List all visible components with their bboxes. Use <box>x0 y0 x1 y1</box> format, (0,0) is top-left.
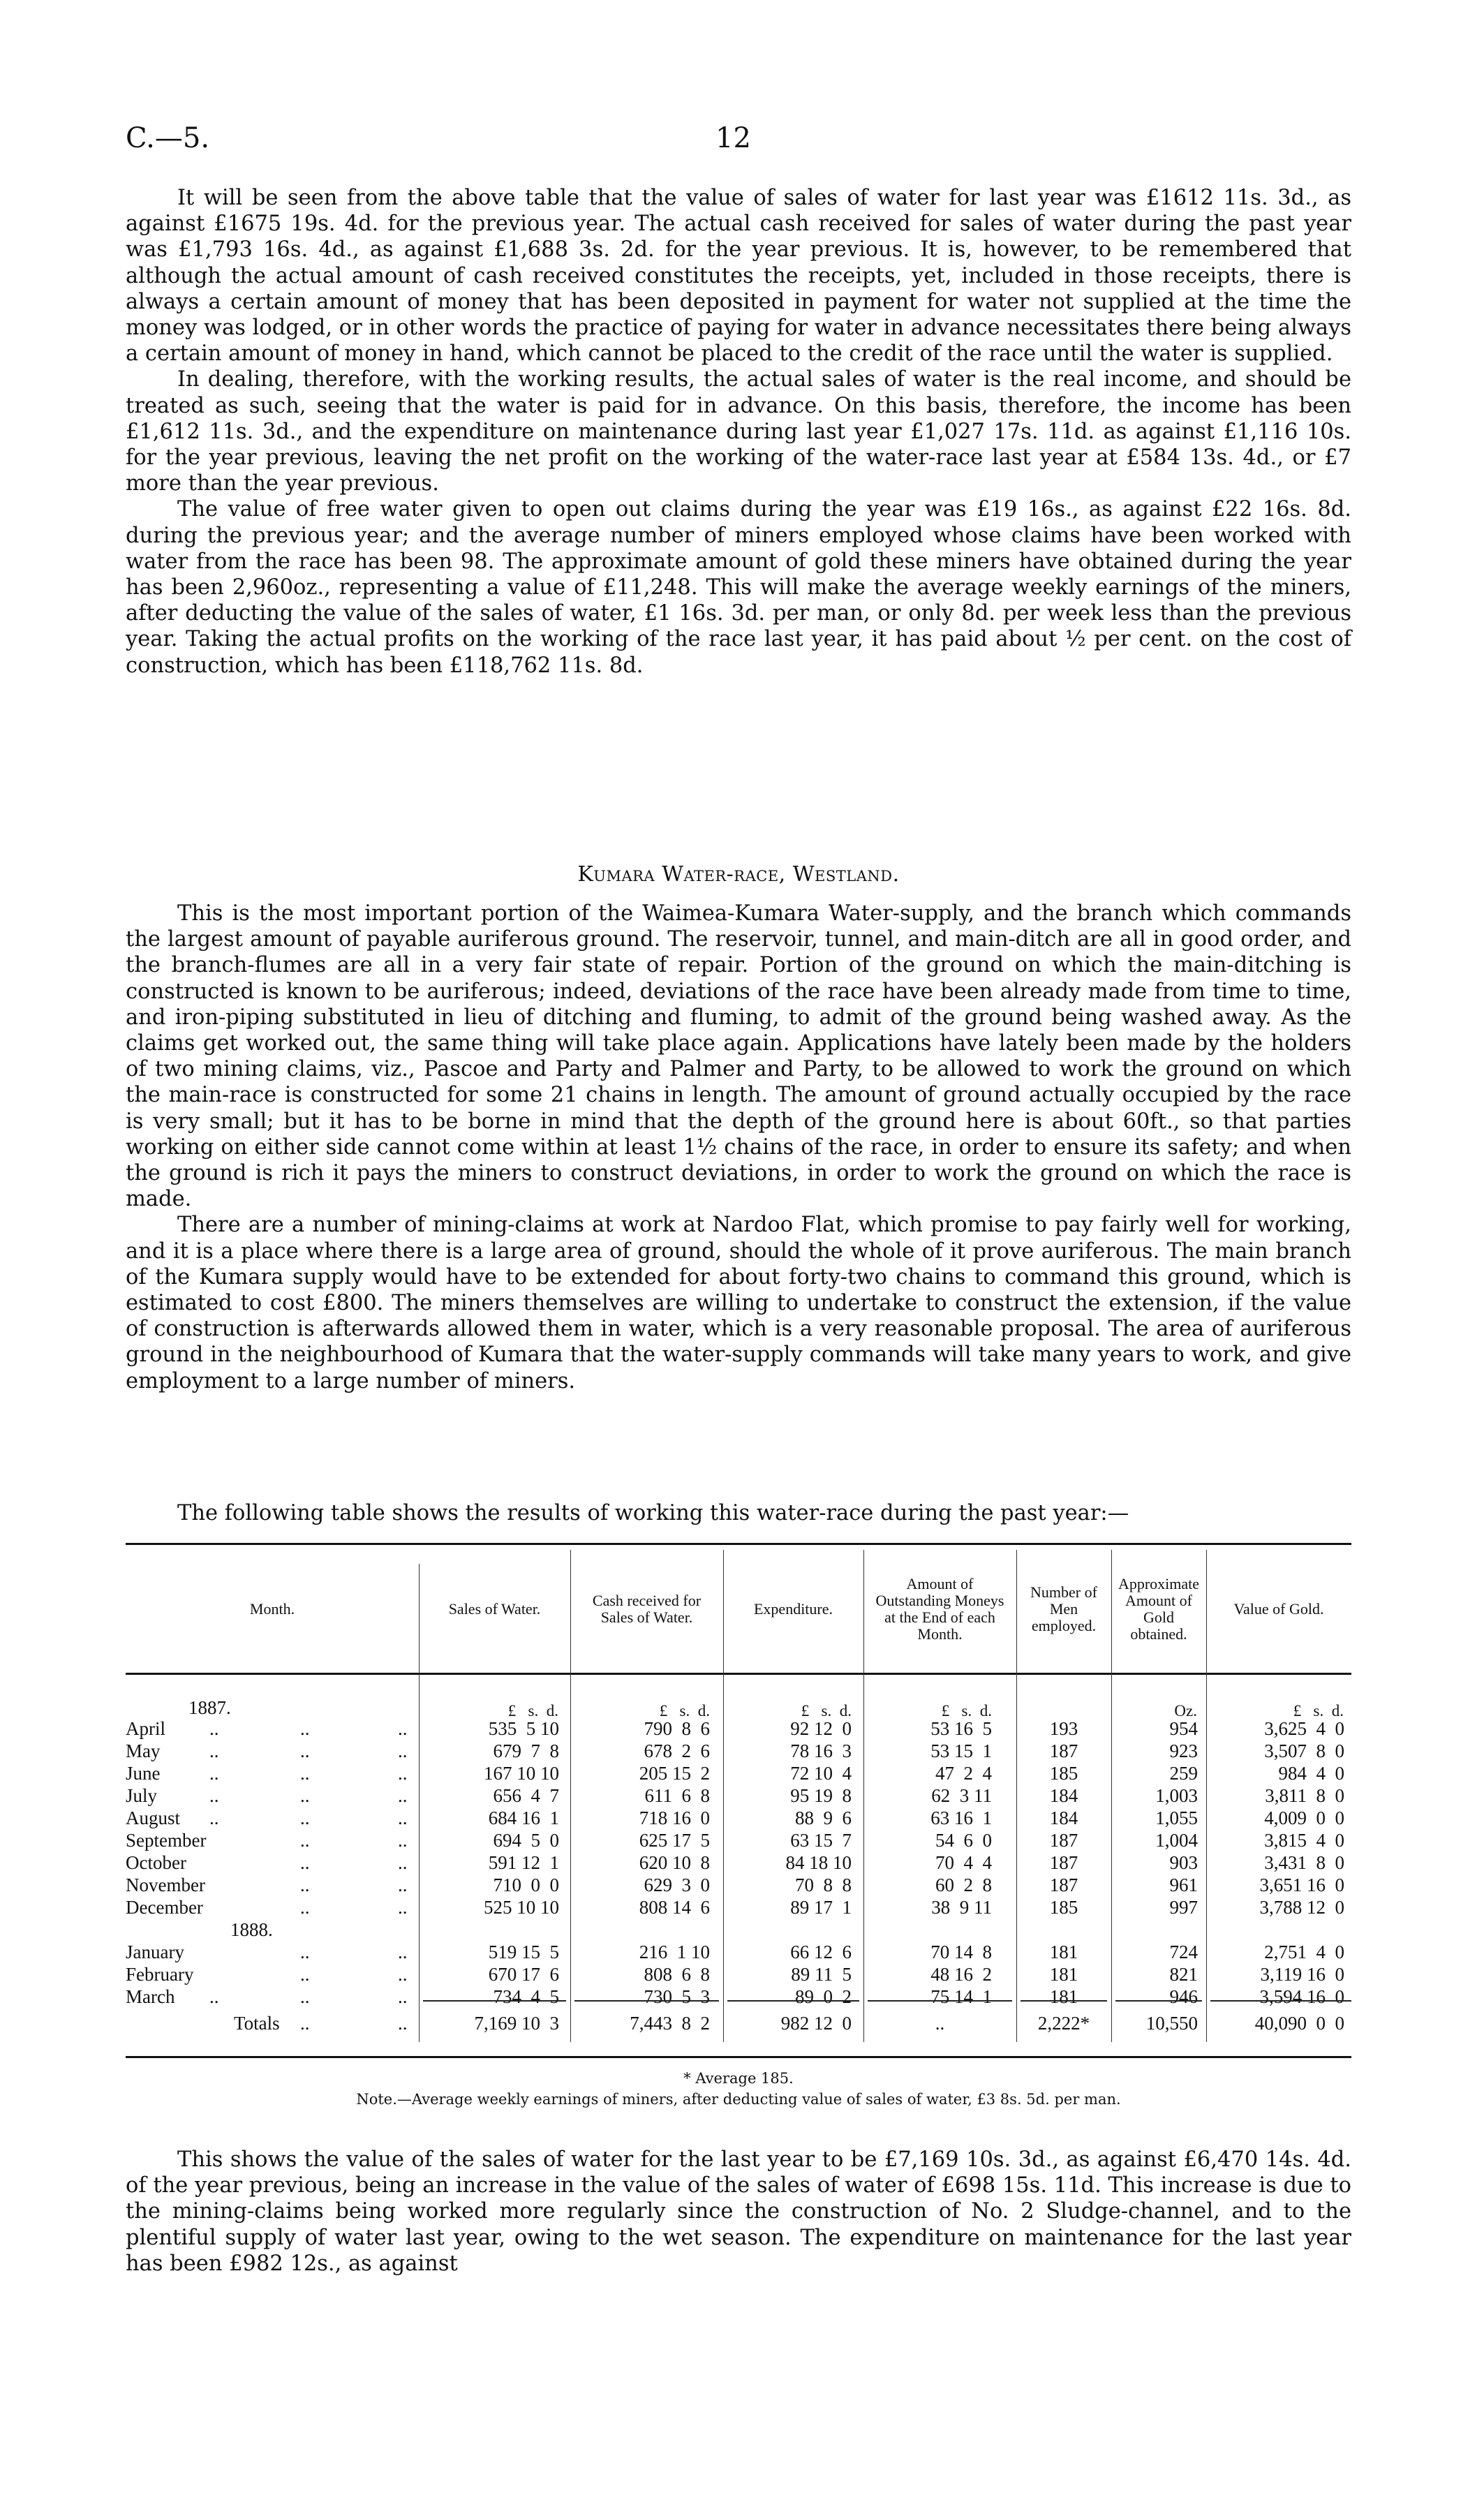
page-number: 12 <box>715 122 751 154</box>
table-row-month: March <box>126 1986 175 2007</box>
table-cell-men: 181 <box>1049 1964 1078 1985</box>
table-cell-out: 38 9 11 <box>931 1897 992 1918</box>
unit-oz: Oz. <box>1174 1702 1197 1720</box>
leader-dots: .. <box>300 1718 310 1739</box>
total-gold-oz: 10,550 <box>1145 2013 1198 2034</box>
table-cell-exp: 89 17 1 <box>790 1897 852 1918</box>
table-cell-sales: 535 5 10 <box>488 1718 559 1739</box>
unit-lsd: £ s. d. <box>801 1702 852 1720</box>
table-row-month: August <box>126 1807 181 1828</box>
leader-dots: .. <box>300 2013 310 2034</box>
table-cell-oz: 1,055 <box>1155 1807 1198 1828</box>
table-cell-exp: 72 10 4 <box>790 1763 852 1784</box>
table-cell-cash: 611 6 8 <box>644 1785 710 1806</box>
table-cell-oz: 997 <box>1169 1897 1198 1918</box>
column-divider <box>1111 1550 1112 2042</box>
total-sales: 7,169 10 3 <box>474 2013 559 2034</box>
subtotal-rule <box>423 2000 566 2002</box>
table-cell-cash: 808 6 8 <box>644 1964 710 1985</box>
leader-dots: .. <box>209 1740 219 1761</box>
leader-dots: .. <box>398 1740 408 1761</box>
table-cell-out: 53 15 1 <box>930 1740 992 1761</box>
table-row-month: January <box>126 1942 184 1962</box>
table-cell-out: 63 16 1 <box>930 1807 992 1828</box>
table-cell-out: 54 6 0 <box>935 1830 992 1851</box>
document-code: C.—5. <box>126 122 210 154</box>
total-men: 2,222* <box>1037 2013 1090 2034</box>
table-cell-val: 3,815 4 0 <box>1264 1830 1344 1851</box>
leader-dots: .. <box>300 1830 310 1851</box>
table-cell-cash: 718 16 0 <box>639 1807 710 1828</box>
table-cell-men: 187 <box>1049 1874 1078 1895</box>
table-cell-men: 181 <box>1049 1942 1078 1962</box>
leader-dots: .. <box>398 1897 408 1918</box>
leader-dots: .. <box>300 1852 310 1873</box>
leader-dots: .. <box>209 1807 219 1828</box>
table-cell-sales: 670 17 6 <box>488 1964 559 1985</box>
table-cell-sales: 525 10 10 <box>484 1897 559 1918</box>
table-cell-exp: 95 19 8 <box>790 1785 852 1806</box>
column-divider <box>723 1550 724 2042</box>
table-cell-exp: 78 16 3 <box>790 1740 852 1761</box>
leader-dots: .. <box>300 1897 310 1918</box>
intro-paragraphs <box>126 185 1351 679</box>
table-cell-exp: 63 15 7 <box>790 1830 852 1851</box>
table-cell-out: 70 14 8 <box>930 1942 992 1962</box>
leader-dots: .. <box>398 1964 408 1985</box>
paragraph-free-water: The value of free water given to open out claims during the year was £19 16s., as against £22 16s. 8d. during the previous year; and the average number of miners employed whose claims have been worked with water from the race has been 98. The approximate amount of gold these miners have obtained during the year has been 2,960oz., representing a value of £11,248. This will make the average weekly earnings of the miners, after deducting the value of the sales of water, £1 16s. 3d. per man, or only 8d. per week less than the previous year. Taking the actual profits on the working of the race last year, it has paid about ½ per cent. on the cost of construction, which has been £118,762 11s. 8d. <box>126 497 1351 678</box>
leader-dots: .. <box>398 1718 408 1739</box>
total-outstanding: .. <box>935 2013 945 2034</box>
subtotal-rule <box>1115 2000 1202 2002</box>
table-row-month: September <box>126 1830 207 1851</box>
table-cell-oz: 821 <box>1169 1964 1198 1985</box>
table-cell-oz: 923 <box>1169 1740 1198 1761</box>
total-expenditure: 982 12 0 <box>780 2013 852 2034</box>
table-cell-sales: 694 5 0 <box>493 1830 559 1851</box>
running-head <box>126 122 1351 157</box>
table-cell-men: 184 <box>1049 1785 1078 1806</box>
table-cell-exp: 88 9 6 <box>795 1807 852 1828</box>
table-cell-exp: 89 0 2 <box>795 1986 852 2007</box>
table-cell-men: 181 <box>1049 1986 1078 2007</box>
leader-dots: .. <box>300 1964 310 1985</box>
table-cell-val: 4,009 0 0 <box>1264 1807 1344 1828</box>
table-cell-oz: 961 <box>1169 1874 1198 1895</box>
table-cell-exp: 70 8 8 <box>795 1874 852 1895</box>
leader-dots: .. <box>300 1874 310 1895</box>
table-cell-val: 3,431 8 0 <box>1264 1852 1344 1873</box>
leader-dots: .. <box>398 1852 408 1873</box>
table-cell-oz: 946 <box>1169 1986 1198 2007</box>
leader-dots: .. <box>300 1807 310 1828</box>
leader-dots: .. <box>398 1807 408 1828</box>
column-divider <box>570 1550 571 2042</box>
table-cell-oz: 724 <box>1169 1942 1198 1962</box>
table-cell-sales: 656 4 7 <box>493 1785 559 1806</box>
table-cell-cash: 625 17 5 <box>639 1830 710 1851</box>
table-cell-sales: 684 16 1 <box>488 1807 559 1828</box>
table-cell-sales: 679 7 8 <box>493 1740 559 1761</box>
table-row-month: October <box>126 1852 186 1873</box>
total-cash: 7,443 8 2 <box>630 2013 710 2034</box>
table-cell-out: 75 14 1 <box>930 1986 992 2007</box>
paragraph-nardoo-flat: There are a number of mining-claims at work at Nardoo Flat, which promise to pay fairly well for working, and it is a place where there is a large area of ground, should the whole of it prove auriferous. The main branch of the Kumara supply would have to be extended for about forty-two chains to command this ground, which is estimated to cost £800. The miners themselves are willing to undertake to construct the extension, if the value of construction is afterwards allowed them in water, which is a very reasonable proposal. The area of auriferous ground in the neighbourhood of Kumara that the water-supply commands will take many years to work, and give employment to a large number of miners. <box>126 1213 1351 1393</box>
table-cell-cash: 620 10 8 <box>639 1852 710 1873</box>
table-cell-men: 193 <box>1049 1718 1078 1739</box>
table-cell-val: 3,119 16 0 <box>1260 1964 1344 1985</box>
table-cell-sales: 710 0 0 <box>493 1874 559 1895</box>
paragraph-sales-summary: It will be seen from the above table that the value of sales of water for last year was £1612 11s. 3d., as against £1675 19s. 4d. for the previous year. The actual cash received for sales of water during the past year was £1,793 16s. 4d., as against £1,688 3s. 2d. for the year previous. It is, however, to be remembered that although the actual amount of cash received constitutes the receipts, yet, included in those receipts, there is always a certain amount of money that has been deposited in payment for water not supplied at the time the money was lodged, or in other words the practice of paying for water in advance necessitates there being always a certain amount of money in hand, which cannot be placed to the credit of the race until the water is supplied. <box>126 186 1351 367</box>
header-men: Number of Men employed. <box>1030 1583 1097 1634</box>
leader-dots: .. <box>398 1763 408 1784</box>
table-cell-exp: 84 18 10 <box>785 1852 852 1873</box>
table-cell-sales: 519 15 5 <box>488 1942 559 1962</box>
table-cell-out: 62 3 11 <box>931 1785 992 1806</box>
table-row-month: July <box>126 1785 158 1806</box>
table-cell-cash: 730 5 3 <box>644 1986 710 2007</box>
table-cell-men: 187 <box>1049 1740 1078 1761</box>
table-row-month: December <box>126 1897 203 1918</box>
table-cell-val: 3,651 16 0 <box>1259 1874 1344 1895</box>
table-bottom-rule <box>126 2056 1351 2058</box>
paragraph-waimea-kumara: This is the most important portion of the Waimea-Kumara Water-supply, and the branch which commands the largest amount of payable auriferous ground. The reservoir, tunnel, and main-ditch are all in good order, and the branch-flumes are all in a very fair state of repair. Portion of the ground on which the main-ditching is constructed is known to be auriferous; indeed, deviations of the race have been already made from time to time, and iron-piping substituted in lieu of ditching and fluming, to admit of the ground being washed away. As the claims get worked out, the same thing will take place again. Applications have lately been made by the holders of two mining claims, viz., Pascoe and Party and Palmer and Party, to be allowed to work the ground on which the main-race is constructed for some 21 chains in length. The amount of ground actually occupied by the race is very small; but it has to be borne in mind that the depth of the ground here is about 60ft., so that parties working on either side cannot come within at least 1½ chains of the race, in order to ensure its safety; and when the ground is rich it pays the miners to construct deviations, in order to work the ground on which the race is made. <box>126 901 1351 1212</box>
subtotal-rule <box>868 2000 1012 2002</box>
header-sales: Sales of Water. <box>448 1600 541 1618</box>
leader-dots: .. <box>398 2013 408 2034</box>
table-cell-exp: 66 12 6 <box>790 1942 852 1962</box>
table-cell-oz: 903 <box>1169 1852 1198 1873</box>
table-cell-oz: 1,003 <box>1155 1785 1198 1806</box>
header-expenditure: Expenditure. <box>753 1600 833 1618</box>
column-divider <box>863 1550 864 2042</box>
table-cell-cash: 808 14 6 <box>639 1897 710 1918</box>
table-cell-oz: 954 <box>1169 1718 1198 1739</box>
leader-dots: .. <box>398 1986 408 2007</box>
table-cell-sales: 591 12 1 <box>488 1852 559 1873</box>
section-paragraphs <box>126 901 1351 1394</box>
paragraph-working-results: In dealing, therefore, with the working results, the actual sales of water is the real income, and should be treated as such, seeing that the water is paid for in advance. On this basis, therefore, the income has been £1,612 11s. 3d., and the expenditure on maintenance during last year £1,027 17s. 11d. as against £1,116 10s. for the year previous, leaving the net profit on the working of the water-race last year at £584 13s. 4d., or £7 more than the year previous. <box>126 367 1351 496</box>
leader-dots: .. <box>398 1942 408 1962</box>
header-cash: Cash received for Sales of Water. <box>592 1592 702 1626</box>
unit-lsd: £ s. d. <box>1293 1702 1344 1720</box>
subtotal-rule <box>1021 2000 1107 2002</box>
column-divider <box>1016 1550 1017 2042</box>
table-cell-out: 47 2 4 <box>935 1763 992 1784</box>
column-divider <box>419 1564 420 2042</box>
table-cell-val: 2,751 4 0 <box>1264 1942 1344 1962</box>
year-label-1888: 1888. <box>230 1919 273 1940</box>
header-gold-value: Value of Gold. <box>1233 1600 1324 1618</box>
footnote-note: Note.—Average weekly earnings of miners, after deducting value of sales of water, £3 8s. 5d. per man. <box>356 2091 1121 2108</box>
table-cell-cash: 205 15 2 <box>639 1763 710 1784</box>
paragraph-sales-increase: This shows the value of the sales of water for the last year to be £7,169 10s. 3d., as against £6,470 14s. 4d. of the year previous, being an increase in the value of the sales of water of £698 15s. 11d. This increase is due to the mining-claims being worked more regularly since the construction of No. 2 Sludge-channel, and to the plentiful supply of water last year, owing to the wet season. The expenditure on maintenance for the last year has been £982 12s., as against <box>126 2147 1351 2276</box>
leader-dots: .. <box>398 1830 408 1851</box>
table-row-month: April <box>126 1718 165 1739</box>
table-cell-val: 3,788 12 0 <box>1259 1897 1344 1918</box>
table-cell-out: 48 16 2 <box>930 1964 992 1985</box>
table-cell-sales: 167 10 10 <box>484 1763 559 1784</box>
total-gold-value: 40,090 0 0 <box>1254 2013 1344 2034</box>
table-cell-men: 187 <box>1049 1830 1078 1851</box>
table-cell-val: 3,625 4 0 <box>1264 1718 1344 1739</box>
table-cell-men: 184 <box>1049 1807 1078 1828</box>
table-cell-val: 3,811 8 0 <box>1265 1785 1344 1806</box>
table-cell-val: 3,507 8 0 <box>1264 1740 1344 1761</box>
table-row-month: February <box>126 1964 194 1985</box>
totals-label: Totals <box>234 2013 280 2034</box>
unit-lsd: £ s. d. <box>507 1702 558 1720</box>
subtotal-rule <box>727 2000 859 2002</box>
section-heading: Kumara Water-race, Westland. <box>577 862 900 887</box>
table-cell-exp: 92 12 0 <box>790 1718 852 1739</box>
table-cell-oz: 1,004 <box>1155 1830 1198 1851</box>
table-header-rule <box>126 1673 1351 1675</box>
closing-paragraph <box>126 2147 1351 2277</box>
table-cell-men: 185 <box>1049 1763 1078 1784</box>
table-cell-sales: 734 4 5 <box>493 1986 559 2007</box>
leader-dots: .. <box>209 1785 219 1806</box>
table-cell-oz: 259 <box>1169 1763 1198 1784</box>
subtotal-rule <box>1210 2000 1351 2002</box>
footnote-average: * Average 185. <box>683 2070 794 2087</box>
table-row-month: June <box>126 1763 161 1784</box>
table-row-month: November <box>126 1874 205 1895</box>
unit-lsd: £ s. d. <box>659 1702 710 1720</box>
table-top-rule <box>126 1543 1351 1545</box>
table-cell-men: 185 <box>1049 1897 1078 1918</box>
table-cell-out: 70 4 4 <box>935 1852 992 1873</box>
table-row-month: May <box>126 1740 161 1761</box>
header-month: Month. <box>249 1600 295 1618</box>
table-cell-cash: 790 8 6 <box>644 1718 710 1739</box>
table-cell-out: 60 2 8 <box>935 1874 992 1895</box>
header-gold-oz: Approximate Amount of Gold obtained. <box>1118 1575 1200 1643</box>
leader-dots: .. <box>300 1785 310 1806</box>
table-cell-cash: 629 3 0 <box>644 1874 710 1895</box>
table-cell-cash: 216 1 10 <box>639 1942 710 1962</box>
leader-dots: .. <box>398 1785 408 1806</box>
column-divider <box>1206 1550 1207 2042</box>
table-cell-exp: 89 11 5 <box>791 1964 852 1985</box>
leader-dots: .. <box>300 1942 310 1962</box>
leader-dots: .. <box>209 1986 219 2007</box>
header-outstanding: Amount of Outstanding Moneys at the End of each Month. <box>875 1575 1004 1643</box>
table-cell-val: 984 4 0 <box>1278 1763 1344 1784</box>
table-intro: The following table shows the results of working this water-race during the past year:— <box>177 1501 1129 1525</box>
subtotal-rule <box>574 2000 719 2002</box>
leader-dots: .. <box>398 1874 408 1895</box>
leader-dots: .. <box>209 1718 219 1739</box>
table-cell-val: 3,594 16 0 <box>1259 1986 1344 2007</box>
year-label-1887: 1887. <box>188 1697 231 1718</box>
table-cell-men: 187 <box>1049 1852 1078 1873</box>
leader-dots: .. <box>300 1986 310 2007</box>
leader-dots: .. <box>300 1763 310 1784</box>
unit-lsd: £ s. d. <box>941 1702 992 1720</box>
table-cell-cash: 678 2 6 <box>644 1740 710 1761</box>
leader-dots: .. <box>300 1740 310 1761</box>
table-cell-out: 53 16 5 <box>930 1718 992 1739</box>
leader-dots: .. <box>209 1763 219 1784</box>
